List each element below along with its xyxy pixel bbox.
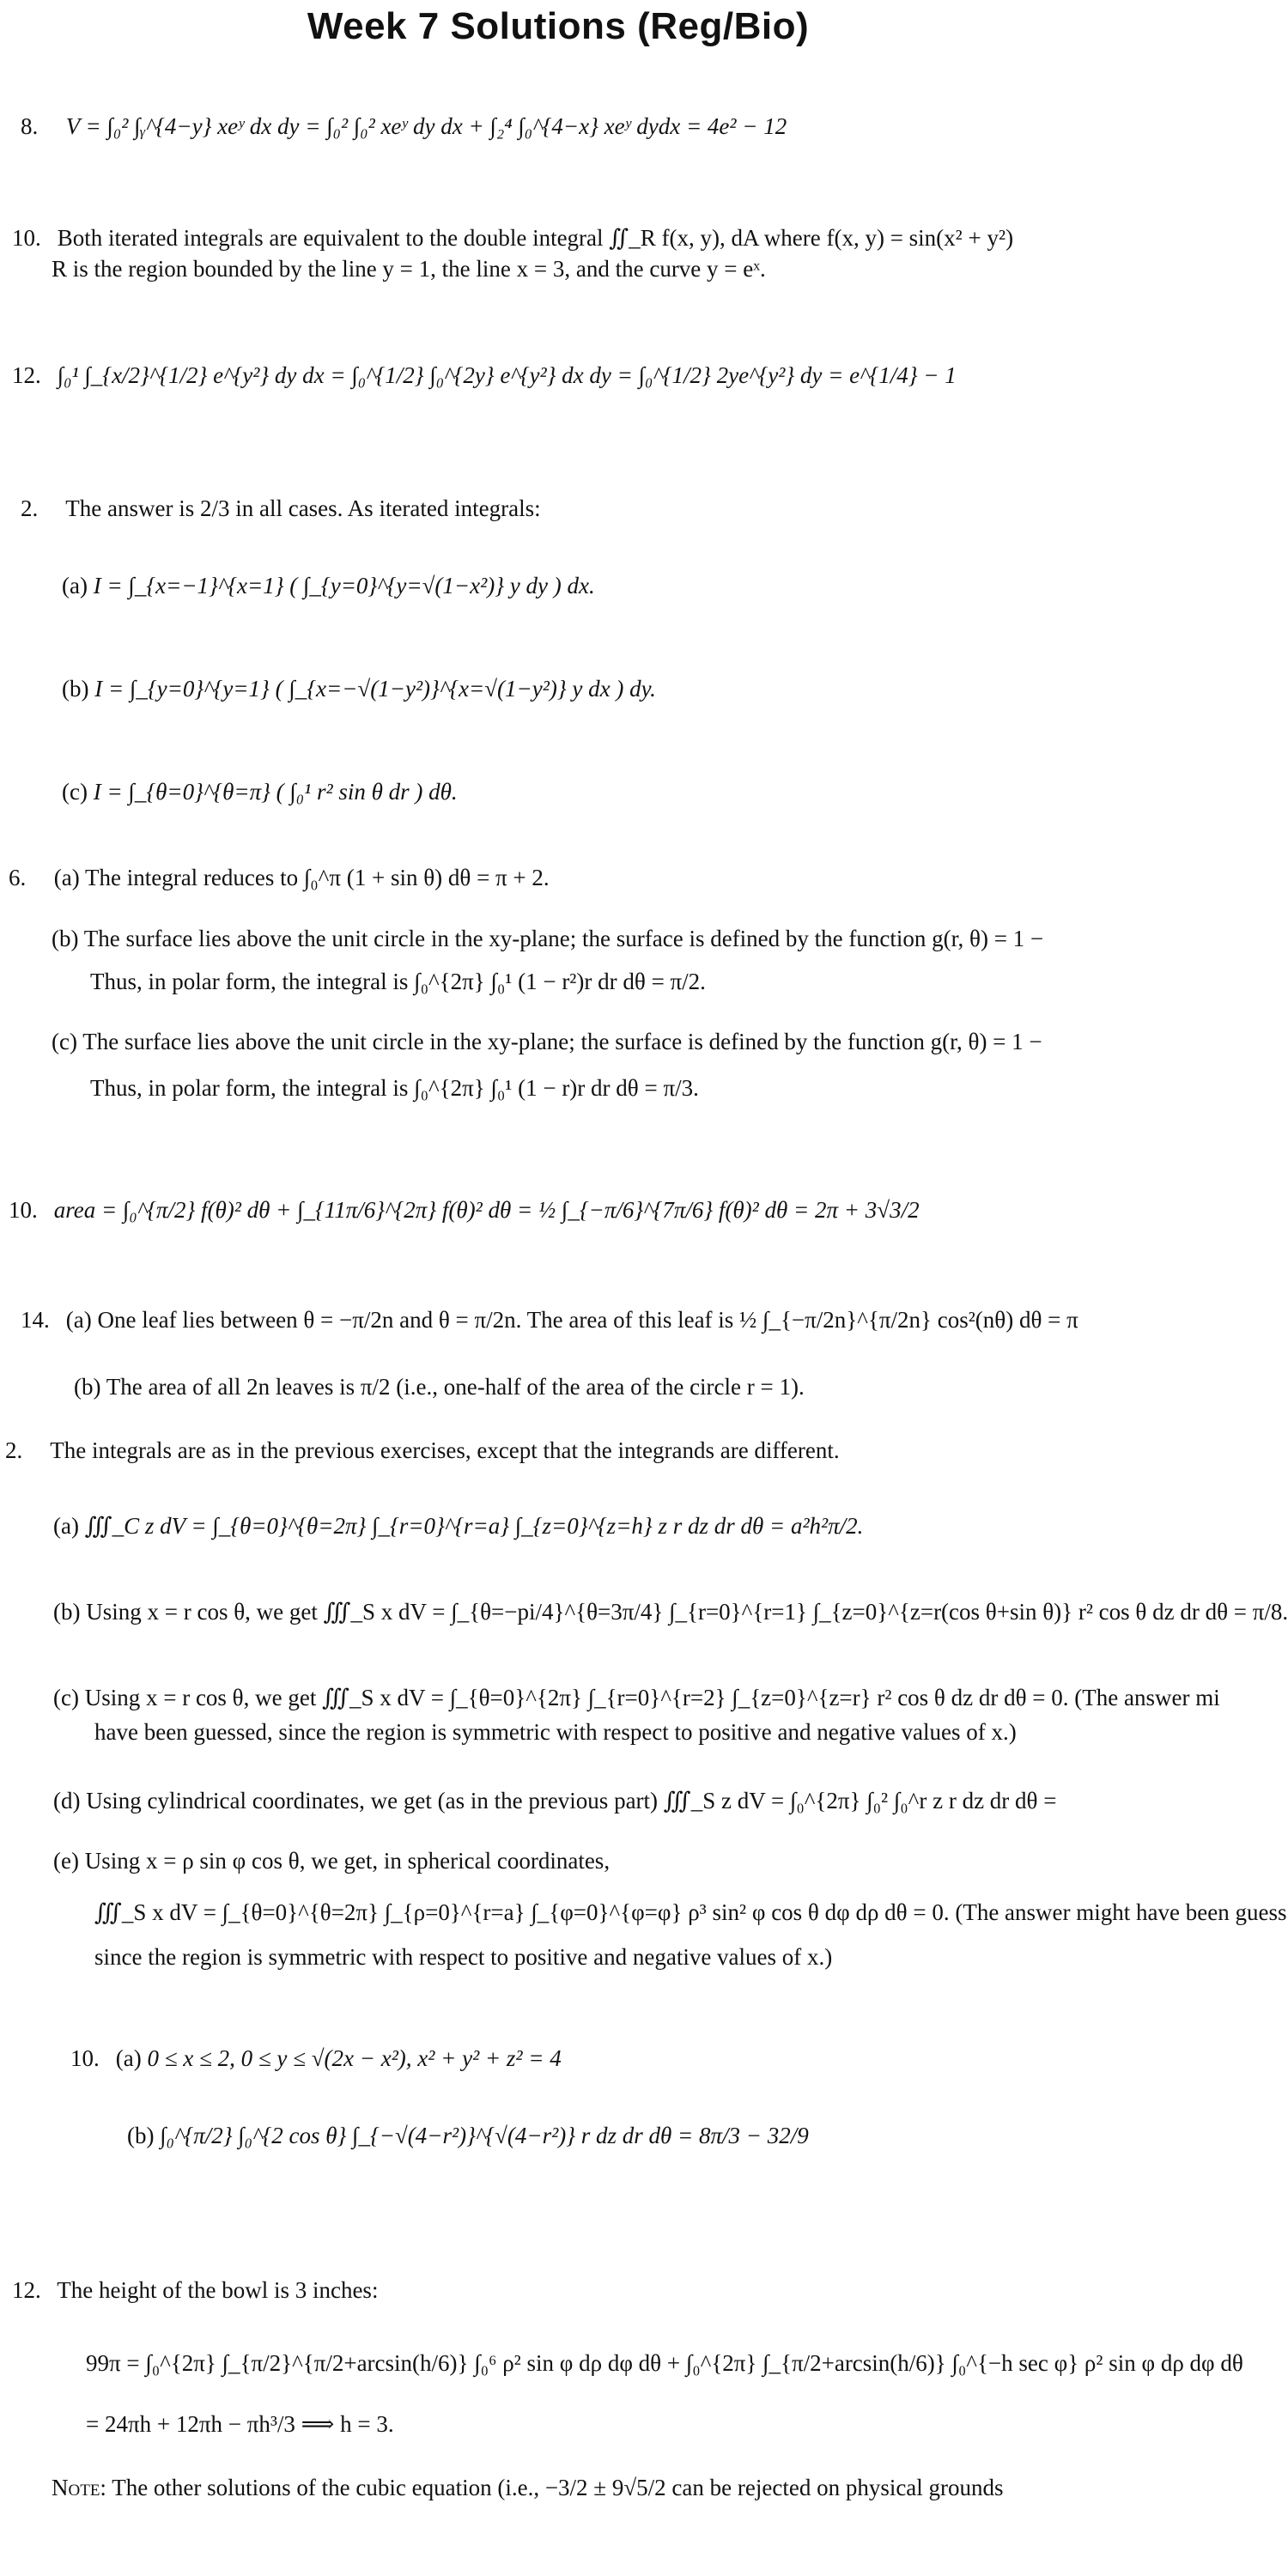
problem-text: The integrals are as in the previous exercises, except that the integrands are different. [50, 1437, 840, 1463]
problem-2b [5, 1436, 840, 1466]
page-title: Week 7 Solutions (Reg/Bio) [307, 5, 810, 47]
problem-number: 8. [21, 113, 39, 139]
problem-6 [9, 863, 550, 893]
problem-text: ∫₀¹ ∫_{x/2}^{1/2} e^{y²} dy dx = ∫₀^{1/2} ∫₀^{2y} e^{y²} dx dy = ∫₀^{1/2} 2ye^{y²} dy = e^{1/4} − 1 [57, 362, 957, 388]
problem-2a-part-b [62, 674, 656, 704]
part-text: I = ∫_{y=0}^{y=1} ( ∫_{x=−√(1−y²)}^{x=√(1−y²)} y dx ) dy. [94, 676, 656, 702]
problem-number: 10. [12, 225, 41, 251]
problem-12b [12, 2275, 378, 2306]
part-label: (b) [127, 2123, 155, 2148]
problem-2a [21, 494, 541, 524]
part-label: (b) [52, 926, 79, 951]
problem-2b-part-c-line2: have been guessed, since the region is symmetric with respect to positive and negative values of x.) [94, 1719, 1017, 1745]
note-label: Note: [52, 2475, 106, 2500]
problem-number: 10. [9, 1197, 38, 1223]
problem-10a [12, 223, 1013, 253]
problem-2b-part-e-line3: since the region is symmetric with respect to positive and negative values of x.) [94, 1944, 833, 1970]
part-text: Using cylindrical coordinates, we get (as in the previous part) ∭_S z dV = ∫₀^{2π} ∫₀² ∫₀^r z r dz dr dθ = [86, 1788, 1057, 1814]
problem-6-part-c-line2: Thus, in polar form, the integral is ∫₀^{2π} ∫₀¹ (1 − r)r dr dθ = π/3. [90, 1075, 699, 1101]
problem-2b-part-c [53, 1683, 1220, 1713]
problem-6-part-b-line2: Thus, in polar form, the integral is ∫₀^{2π} ∫₀¹ (1 − r²)r dr dθ = π/2. [90, 969, 706, 994]
problem-text: The answer is 2/3 in all cases. As iterated integrals: [65, 495, 541, 521]
problem-2b-part-d [53, 1786, 1056, 1816]
problem-2b-part-e [53, 1846, 610, 1876]
problem-text: The height of the bowl is 3 inches: [57, 2277, 379, 2303]
problem-12b-eq1: 99π = ∫₀^{2π} ∫_{π/2}^{π/2+arcsin(h/6)} ∫₀⁶ ρ² sin φ dρ dφ dθ + ∫₀^{2π} ∫_{π/2+arcsin(h/6)} ∫₀^{−h sec φ} ρ² sin φ dρ dφ dθ [86, 2350, 1243, 2376]
problem-text-line1: Both iterated integrals are equivalent to the double integral ∬_R f(x, y), dA where f(x, y) = sin(x² + y²) [57, 225, 1014, 251]
part-label: (a) [53, 1513, 79, 1539]
problem-2b-part-b [53, 1597, 1288, 1627]
part-label: (b) [74, 1374, 101, 1400]
problem-10c [70, 2044, 562, 2074]
problem-10a-line2: R is the region bounded by the line y = 1, the line x = 3, and the curve y = eˣ. [52, 256, 766, 282]
part-label: (c) [62, 779, 88, 805]
part-label: (d) [53, 1788, 81, 1814]
problem-2b-part-a [53, 1511, 863, 1541]
part-label: (c) [53, 1685, 79, 1710]
problem-10c-part-b [127, 2121, 809, 2151]
part-text-line1: The surface lies above the unit circle in the xy-plane; the surface is defined by the function g(r, θ) = 1 − [82, 1029, 1042, 1054]
part-label: (e) [53, 1848, 79, 1874]
problem-12a [12, 361, 957, 391]
problem-number: 12. [12, 2277, 41, 2303]
part-text: 0 ≤ x ≤ 2, 0 ≤ y ≤ √(2x − x²), x² + y² + z² = 4 [147, 2045, 562, 2071]
problem-number: 2. [5, 1437, 23, 1463]
problem-number: 14. [21, 1307, 50, 1333]
problem-number: 6. [9, 865, 27, 890]
problem-text: V = ∫₀² ∫ᵧ^{4−y} xeʸ dx dy = ∫₀² ∫₀² xeʸ dy dx + ∫₂⁴ ∫₀^{4−x} xeʸ dydx = 4e² − 12 [65, 113, 787, 139]
problem-text: area = ∫₀^{π/2} f(θ)² dθ + ∫_{11π/6}^{2π} f(θ)² dθ = ½ ∫_{−π/6}^{7π/6} f(θ)² dθ = 2π + 3√3/2 [53, 1197, 920, 1223]
part-text-line1: The surface lies above the unit circle in the xy-plane; the surface is defined by the function g(r, θ) = 1 − [83, 926, 1044, 951]
part-text-line1: Using x = ρ sin φ cos θ, we get, in spherical coordinates, [84, 1848, 611, 1874]
part-text: One leaf lies between θ = −π/2n and θ = π/2n. The area of this leaf is ½ ∫_{−π/2n}^{π/2n} cos²(nθ) dθ = π [97, 1307, 1078, 1333]
part-label: (b) [53, 1599, 81, 1625]
problem-2b-part-e-line2: ∭_S x dV = ∫_{θ=0}^{θ=2π} ∫_{ρ=0}^{r=a} ∫_{φ=0}^{φ=φ} ρ³ sin² φ cos θ dφ dρ dθ = 0. (The answer might have been guess [94, 1899, 1287, 1925]
problem-12b-note [52, 2473, 1004, 2503]
part-text: The integral reduces to ∫₀^π (1 + sin θ) dθ = π + 2. [84, 865, 550, 890]
problem-14 [21, 1305, 1078, 1335]
problem-6-part-b [52, 924, 1043, 954]
part-label: (b) [62, 676, 89, 702]
problem-number: 2. [21, 495, 39, 521]
problem-2a-part-a [62, 571, 595, 601]
problem-10b [9, 1195, 920, 1225]
part-text-line1: Using x = r cos θ, we get ∭_S x dV = ∫_{θ=0}^{2π} ∫_{r=0}^{r=2} ∫_{z=0}^{z=r} r² cos θ dz dr dθ = 0. (The answer mi [84, 1685, 1220, 1710]
note-text: The other solutions of the cubic equation (i.e., −3/2 ± 9√5/2 can be rejected on physical grounds [112, 2475, 1004, 2500]
problem-12b-eq2: = 24πh + 12πh − πh³/3 ⟹ h = 3. [86, 2411, 394, 2437]
part-text: ∫₀^{π/2} ∫₀^{2 cos θ} ∫_{−√(4−r²)}^{√(4−r²)} r dz dr dθ = 8π/3 − 32/9 [160, 2123, 809, 2148]
part-text: ∭_C z dV = ∫_{θ=0}^{θ=2π} ∫_{r=0}^{r=a} ∫_{z=0}^{z=h} z r dz dr dθ = a²h²π/2. [84, 1513, 864, 1539]
part-label: (a) [53, 865, 80, 890]
problem-8 [21, 112, 787, 142]
part-text: I = ∫_{θ=0}^{θ=π} ( ∫₀¹ r² sin θ dr ) dθ. [93, 779, 458, 805]
part-label: (a) [65, 1307, 92, 1333]
problem-2a-part-c [62, 777, 458, 807]
part-label: (c) [52, 1029, 77, 1054]
problem-6-part-c [52, 1027, 1042, 1057]
part-text: I = ∫_{x=−1}^{x=1} ( ∫_{y=0}^{y=√(1−x²)} y dy ) dx. [93, 573, 595, 598]
part-text: Using x = r cos θ, we get ∭_S x dV = ∫_{θ=−pi/4}^{θ=3π/4} ∫_{r=0}^{r=1} ∫_{z=0}^{z=r(cos θ+sin θ)} r² cos θ dz dr dθ = π/8. [86, 1599, 1288, 1625]
problem-number: 10. [70, 2045, 100, 2071]
part-label: (a) [115, 2045, 142, 2071]
problem-14-part-b [74, 1372, 805, 1402]
problem-number: 12. [12, 362, 41, 388]
part-label: (a) [62, 573, 88, 598]
part-text: The area of all 2n leaves is π/2 (i.e., one-half of the area of the circle r = 1). [106, 1374, 805, 1400]
